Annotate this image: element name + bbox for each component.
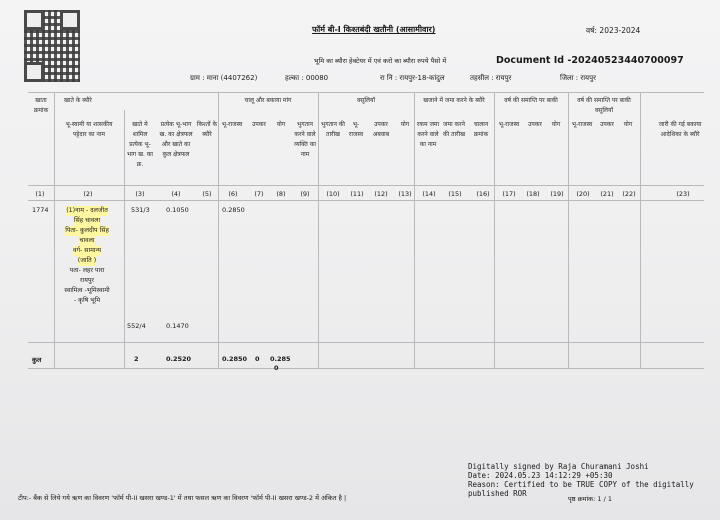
- colnum-12: (12): [374, 190, 388, 198]
- owner-line: चावला: [79, 237, 95, 244]
- tehsil-label: तहसील : रायपुर: [470, 74, 512, 82]
- unit-subtitle: भूमि का ब्यौरा हेक्टेयर में एवं करो का ब्यौरा रुपये पैसो में: [314, 57, 447, 65]
- col-divider-7: [568, 92, 569, 368]
- colnum-15: (15): [448, 190, 462, 198]
- colnum-20: (20): [576, 190, 590, 198]
- colnum-9: (9): [300, 190, 310, 198]
- header-chalu-bakaya: चालू और बकाया मांग: [244, 97, 292, 104]
- header-vasuliyan: वसूलियॉ: [356, 97, 376, 104]
- header-jari-adesh: जारी की गई बकाया आदेशिका के ब्यौरे: [658, 121, 702, 138]
- header-bottom-border: [28, 185, 704, 186]
- total-yog: 0.285: [270, 355, 291, 363]
- colnum-13: (13): [398, 190, 412, 198]
- colnum-14: (14): [422, 190, 436, 198]
- digital-signature: [468, 462, 720, 498]
- total-upkar: 0: [255, 355, 260, 363]
- district-label: जिला : रायपुर: [560, 74, 596, 82]
- total-count: 2: [134, 355, 139, 363]
- header-khate-ke-byore: खाते के ब्यौरे: [64, 97, 92, 104]
- header-jama-tarikh: जमा करने की तारीख: [443, 121, 465, 138]
- khasra-1: 531/3: [131, 206, 150, 214]
- form-title: फॉर्म बी-I किश्तबंदी खतौनी (आसामीवार): [312, 25, 436, 34]
- owner-line: रायपुर: [79, 277, 94, 284]
- colnum-4: (4): [171, 190, 181, 198]
- total-rajasv: 0.2850: [222, 355, 248, 363]
- colnum-5: (5): [202, 190, 212, 198]
- owner-line: सिंह चावला: [73, 217, 101, 224]
- header-kisht: किश्तों के ब्यौरे: [196, 121, 218, 138]
- khasra-2: 552/4: [127, 322, 146, 330]
- colnum-2: (2): [83, 190, 93, 198]
- col-divider-4: [318, 92, 319, 368]
- header-rakam-jama: रकम जमा करने वाले का नाम: [416, 121, 440, 148]
- row-bottom-border: [28, 342, 704, 343]
- colnum-1: (1): [35, 190, 45, 198]
- table-top-border: [28, 92, 704, 93]
- total-yog-cont: 0: [274, 364, 279, 372]
- header-bhugtan-karne-wale: भुगतान करने वाले व्यक्ति का नाम: [294, 121, 316, 158]
- header-yog: योग: [276, 121, 286, 128]
- header-khasra: खाते मे शामिल प्रत्येक भू-भाग ख. का क्र.: [127, 121, 153, 168]
- header-bhu-rajasv: भू-राजस्व: [221, 121, 243, 128]
- header-khajane: खजाने में जमा करने के ब्यौरे: [423, 97, 485, 104]
- colnum-11: (11): [350, 190, 364, 198]
- footer-note: टीप:- बैंक से लिये गये ऋण का विवरण 'फॉर्म पी-II खसरा खण्ड-1' में तथा फसल ऋण का विवरण 'फॉर्म पी-II खसरा खण्ड-2 में अंकित है |: [18, 494, 347, 502]
- header-bhugtan-tarikh: भुगतान की तारीख: [321, 121, 345, 138]
- colnum-17: (17): [502, 190, 516, 198]
- header-vas-upkar: उपकर: [600, 121, 614, 128]
- page-number: पृष्ठ क्रमांक: 1 / 1: [568, 495, 612, 503]
- header-upkar-abwab: उपकर अबवाब: [372, 121, 390, 138]
- colnum-16: (16): [476, 190, 490, 198]
- colnum-6: (6): [228, 190, 238, 198]
- colnum-7: (7): [254, 190, 264, 198]
- header-bhoo-swami: भू-स्वामी या शासकीय पट्टेदार का नाम: [65, 121, 113, 138]
- colnum-19: (19): [550, 190, 564, 198]
- header-vasuli-rajasv: भू-राजस्व: [348, 121, 364, 138]
- col-divider-6: [494, 92, 495, 368]
- header-varsh-baki: वर्ष की समाप्ति पर बाकी: [504, 97, 558, 104]
- colnum-3: (3): [135, 190, 145, 198]
- total-label: कुल: [32, 356, 42, 364]
- header-baki-rajasv: भू-राजस्व: [498, 121, 520, 128]
- owner-line: (1)नाम - दलजीत: [66, 207, 108, 214]
- col-divider-5: [414, 92, 415, 368]
- header-baki-yog: योग: [551, 121, 561, 128]
- owner-line: वर्ग- सामान्य: [72, 247, 102, 254]
- col-divider-8: [640, 92, 641, 368]
- total-bottom-border: [28, 368, 704, 369]
- village-label: ग्राम : माना (4407262): [190, 74, 258, 82]
- owner-line: स्वामित्व -भूमिस्वामी: [64, 287, 110, 294]
- owner-line: पिता- कुलदीप सिंह: [65, 227, 109, 234]
- area-1: 0.1050: [166, 206, 189, 214]
- header-varsh-vasuliyan: वर्ष की समाप्ति पर बाकी वसूलियॉ: [577, 97, 631, 114]
- qr-code: [24, 10, 80, 82]
- halka-label: हल्का : 00080: [285, 74, 329, 82]
- signature-line: Digitally signed by Raja Churamani Joshi: [468, 462, 649, 471]
- khata-number: 1774: [32, 206, 49, 214]
- rnm-label: रा नि : रायपुर-18-कांदुल: [380, 74, 445, 82]
- colnum-10: (10): [326, 190, 340, 198]
- signature-date: Date: 2024.05.23 14:12:29 +05:30: [468, 471, 613, 480]
- col-divider-3: [218, 92, 219, 368]
- owner-details: [47, 206, 127, 306]
- header-khata-kramank: खाता क्रमांक: [33, 97, 49, 114]
- colnum-18: (18): [526, 190, 540, 198]
- signature-reason: Reason: Certified to be TRUE COPY of the digitally published ROR: [468, 480, 694, 498]
- colnum-bottom-border: [28, 200, 704, 201]
- owner-line: पता- लहर पारा: [69, 267, 105, 274]
- colnum-8: (8): [276, 190, 286, 198]
- area-2: 0.1470: [166, 322, 189, 330]
- owner-line: - कृषि भूमि: [73, 297, 101, 304]
- header-vas-yog: योग: [623, 121, 633, 128]
- header-rakba: प्रत्येक भू-भाग ख. का क्षेत्रफल और खाते का कुल क्षेत्रफल: [159, 121, 193, 158]
- rajasv-1: 0.2850: [222, 206, 245, 214]
- header-chalan: चालान क्रमांक: [473, 121, 489, 138]
- colnum-23: (23): [676, 190, 690, 198]
- owner-line: (जाति ): [77, 257, 97, 264]
- colnum-22: (22): [622, 190, 636, 198]
- colnum-21: (21): [600, 190, 614, 198]
- year-label: वर्ष: 2023-2024: [586, 26, 641, 35]
- header-baki-upkar: उपकर: [528, 121, 542, 128]
- header-vas-rajasv: भू-राजस्व: [571, 121, 593, 128]
- document-id: Document Id -20240523440700097: [496, 55, 684, 66]
- header-upkar: उपकर: [252, 121, 266, 128]
- header-vasuli-yog: योग: [400, 121, 410, 128]
- total-area: 0.2520: [166, 355, 192, 363]
